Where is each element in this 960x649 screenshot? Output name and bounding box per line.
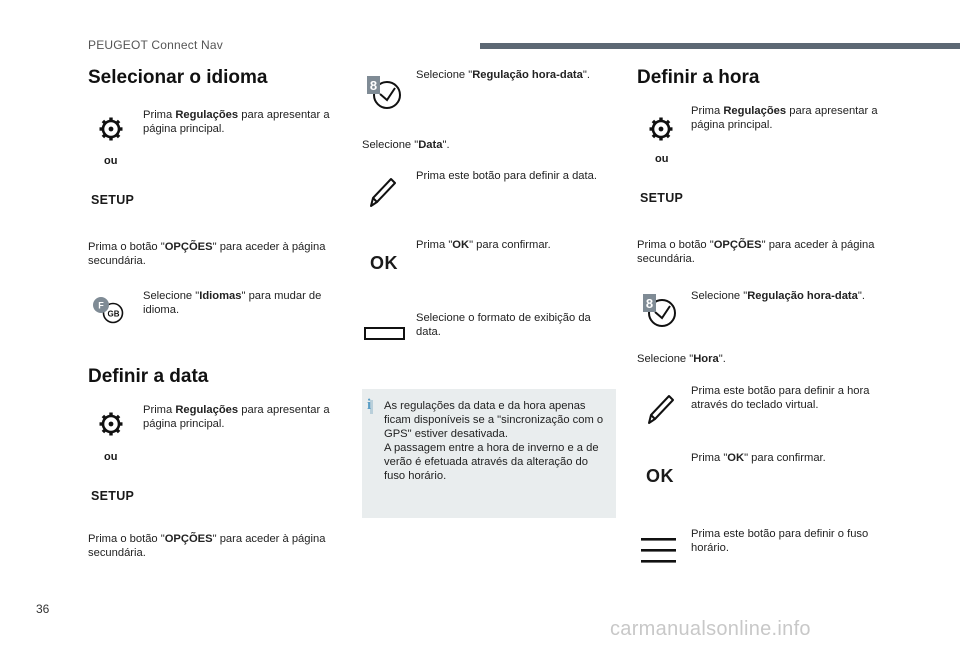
language-flag-icon [91, 296, 125, 324]
page-number: 36 [36, 602, 50, 616]
info-text: As regulações da data e da hora apenas ficam disponíveis se a "sincronização com o GPS" estiver desativada. A passagem entre a hora de inverno e a de verão é efetuada através da alteração do fuso horário. [384, 400, 604, 482]
menu-lines-icon [640, 537, 678, 565]
running-header: PEUGEOT Connect Nav [88, 38, 223, 52]
step-prima-ok-hora: Prima "OK" para confirmar. [691, 452, 826, 464]
ok-button-icon: OK [646, 466, 674, 486]
settings-gear-icon [98, 411, 124, 437]
step-formato-data: Selecione o formato de exibição da data. [416, 312, 591, 338]
step-opcoes: Prima o botão "OPÇÕES" para aceder à página secundária. [88, 241, 326, 267]
header-bar [480, 43, 960, 49]
step-definir-hora: Prima este botão para definir a hora através do teclado virtual. [691, 385, 870, 411]
setup-button-icon: SETUP [640, 191, 684, 205]
heading-selecionar-idioma: Selecionar o idioma [88, 67, 268, 88]
date-format-field-icon [364, 326, 406, 342]
ou-label: ou [104, 155, 118, 167]
badge-8-label: 8 [645, 296, 654, 311]
info-icon: i [367, 397, 372, 413]
pencil-edit-icon [645, 393, 675, 425]
heading-definir-data: Definir a data [88, 366, 209, 387]
flag-f-label: F [98, 300, 104, 311]
clock-settings-icon [641, 292, 681, 328]
watermark: carmanualsonline.info [610, 618, 811, 640]
step-regulacao-hora-data-2: Selecione "Regulação hora-data". [691, 290, 865, 302]
step-fuso-horario: Prima este botão para definir o fuso horário. [691, 528, 869, 554]
step-selecione-hora: Selecione "Hora". [637, 353, 726, 365]
step-opcoes-data: Prima o botão "OPÇÕES" para aceder à página secundária. [88, 533, 326, 559]
badge-8-label: 8 [369, 78, 378, 93]
ou-label: ou [655, 153, 669, 165]
setup-button-icon: SETUP [91, 489, 135, 503]
setup-button-icon: SETUP [91, 193, 135, 207]
step-definir-data: Prima este botão para definir a data. [416, 170, 597, 182]
clock-settings-icon [366, 75, 406, 111]
pencil-edit-icon [367, 176, 397, 208]
step-prima-regulacoes-hora: Prima Regulações para apresentar a página principal. [691, 105, 878, 131]
settings-gear-icon [648, 116, 674, 142]
ou-label: ou [104, 451, 118, 463]
step-opcoes-hora: Prima o botão "OPÇÕES" para aceder à página secundária. [637, 239, 875, 265]
step-prima-regulacoes-data: Prima Regulações para apresentar a página principal. [143, 404, 330, 430]
flag-gb-label: GB [107, 309, 120, 319]
step-prima-ok: Prima "OK" para confirmar. [416, 239, 551, 251]
step-regulacao-hora-data: Selecione "Regulação hora-data". [416, 69, 590, 81]
info-box [362, 389, 616, 518]
step-prima-regulacoes: Prima Regulações para apresentar a página principal. [143, 109, 330, 135]
ok-button-icon: OK [370, 253, 398, 273]
settings-gear-icon [98, 116, 124, 142]
step-selecione-data: Selecione "Data". [362, 139, 450, 151]
step-idiomas: Selecione "Idiomas" para mudar de idioma. [143, 290, 322, 316]
heading-definir-hora: Definir a hora [637, 67, 760, 88]
